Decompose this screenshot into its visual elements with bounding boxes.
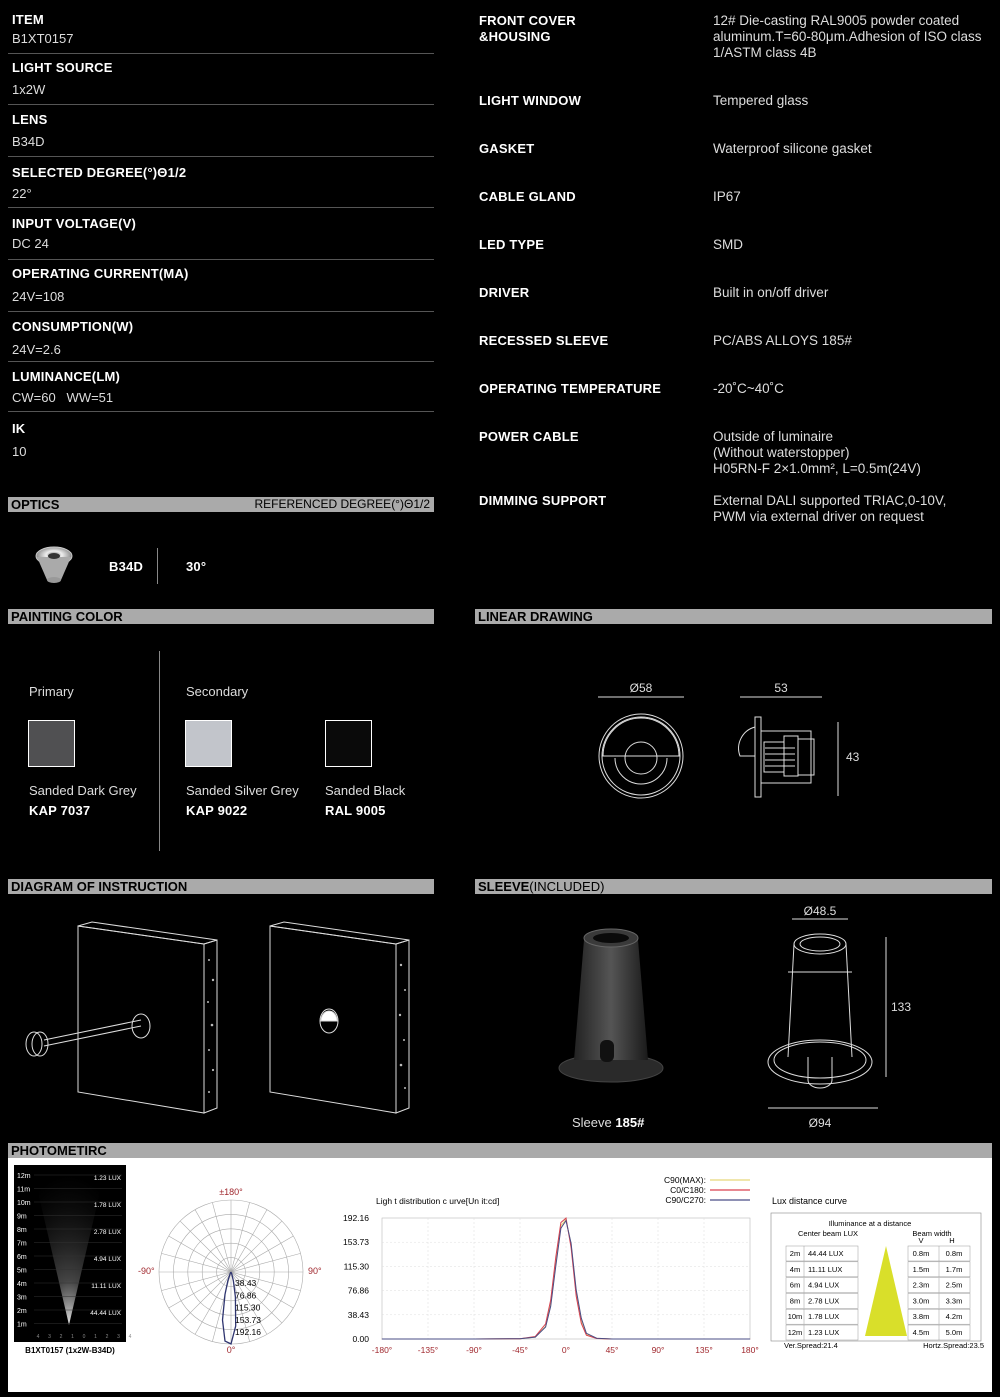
chart-series-point <box>566 1220 567 1221</box>
chart-series-point <box>545 1324 546 1325</box>
painting-color-title: PAINTING COLOR <box>11 609 123 624</box>
spec-value: -20˚C~40˚C <box>713 381 784 396</box>
distance-x-tick: 1 <box>94 1334 97 1340</box>
chart-x-tick: -45° <box>512 1345 528 1355</box>
sleeve-drawing <box>760 902 920 1132</box>
distance-lux-label: 1.23 LUX <box>93 1175 121 1182</box>
lux-row-h: 4.2m <box>945 1312 963 1322</box>
spec-value: Outside of luminaire (Without waterstopper) H05RN-F 2×1.0mm², L=0.5m(24V) <box>713 429 921 476</box>
chart-series-point <box>750 1339 751 1340</box>
chart-legend-label: C0/C180: <box>670 1185 706 1195</box>
lux-subtitle: Illuminance at a distance <box>828 1219 912 1228</box>
spec-label: OPERATING CURRENT(MA) <box>12 266 189 281</box>
chart-series-point <box>658 1339 659 1340</box>
chart-series-point <box>545 1327 546 1328</box>
lux-table-title: Lux distance curve <box>772 1196 848 1206</box>
spec-value: SMD <box>713 237 743 252</box>
photometric-header <box>8 1143 992 1158</box>
painting-color-header <box>8 609 434 624</box>
painting-divider <box>159 651 160 851</box>
color-name: Sanded Black <box>325 783 406 798</box>
chart-x-tick: 90° <box>651 1345 665 1355</box>
chart-series-point <box>555 1266 556 1267</box>
distance-lux-label: 1.78 LUX <box>93 1202 121 1209</box>
distance-beam-graphic <box>14 1165 132 1359</box>
lux-col-beam: Beam width <box>912 1229 952 1238</box>
polar-ring-label: 76.86 <box>235 1290 257 1301</box>
chart-series-point <box>704 1339 705 1340</box>
optics-referenced-degree-label: REFERENCED DEGREE(°)Θ1/2 <box>254 497 430 511</box>
spec-value: Waterproof silicone gasket <box>713 141 872 156</box>
color-code: RAL 9005 <box>325 803 386 818</box>
spec-label: LED TYPE <box>479 237 545 252</box>
lux-row-h: 3.3m <box>945 1296 963 1306</box>
ver-spread: Ver.Spread:21.4 <box>784 1341 838 1350</box>
chart-series-point <box>382 1339 383 1340</box>
chart-x-tick: 180° <box>741 1345 759 1355</box>
lux-row-v: 2.3m <box>912 1280 930 1290</box>
chart-y-tick: 192.16 <box>343 1213 369 1223</box>
chart-y-tick: 115.30 <box>343 1261 369 1272</box>
polar-ring-label: 192.16 <box>235 1327 261 1338</box>
spec-value: 1x2W <box>12 82 46 97</box>
instruction-diagram <box>14 920 424 1120</box>
spec-value: B1XT0157 <box>12 31 74 46</box>
spec-value: 24V=108 <box>12 289 65 304</box>
distance-meter-label: 2m <box>17 1308 27 1315</box>
polar-ring-label: 38.43 <box>235 1278 257 1288</box>
distance-x-tick: 1 <box>71 1334 74 1340</box>
chart-x-tick: 0° <box>561 1345 571 1355</box>
lux-row-distance: 4m <box>789 1264 801 1274</box>
lux-row-h: 2.5m <box>945 1280 963 1290</box>
distance-meter-label: 6m <box>17 1254 27 1261</box>
spec-label: DRIVER <box>479 285 530 300</box>
distance-x-tick: 3 <box>117 1334 120 1340</box>
spec-value: Tempered glass <box>713 93 809 108</box>
hor-spread: Hortz.Spread:23.5 <box>923 1341 984 1350</box>
distance-lux-label: 11.11 LUX <box>91 1283 121 1290</box>
lux-col-center: Center beam LUX <box>797 1229 859 1238</box>
chart-x-tick: 135° <box>695 1345 713 1355</box>
polar-label-right: 90° <box>308 1266 322 1276</box>
distance-meter-label: 8m <box>17 1227 27 1234</box>
chart-series-point <box>520 1338 521 1339</box>
linear-drawing-title: LINEAR DRAWING <box>478 609 593 624</box>
light-distribution-chart <box>340 1166 760 1358</box>
lux-row-h: 0.8m <box>945 1249 963 1258</box>
chart-series-point <box>550 1300 551 1301</box>
polar-ring-label: 115.30 <box>235 1302 261 1313</box>
distance-meter-label: 10m <box>17 1200 31 1207</box>
spec-label: LIGHT SOURCE <box>12 60 113 75</box>
spec-label: DIMMING SUPPORT <box>479 493 607 508</box>
spec-label: SELECTED DEGREE(°)Θ1/2 <box>12 165 187 180</box>
polar-label-left: -90° <box>138 1266 155 1276</box>
distance-x-tick: 2 <box>59 1334 63 1340</box>
lux-row-value: 1.23 LUX <box>808 1328 840 1337</box>
lux-distance-table <box>770 1212 992 1360</box>
chart-legend-label: C90(MAX): <box>663 1175 706 1185</box>
secondary-label: Secondary <box>186 684 249 699</box>
spec-label: FRONT COVER &HOUSING <box>479 13 576 44</box>
lens-icon <box>34 544 74 586</box>
distance-meter-label: 5m <box>17 1267 27 1275</box>
lux-row-value: 4.94 LUX <box>808 1280 840 1290</box>
chart-series-point <box>550 1306 551 1307</box>
distance-x-tick: 4 <box>128 1334 132 1340</box>
spec-value: 24V=2.6 <box>12 342 61 357</box>
polar-label-bottom: 0° <box>226 1345 236 1355</box>
chart-y-tick: 0.00 <box>352 1334 369 1344</box>
sleeve-caption-prefix: Sleeve <box>572 1115 616 1130</box>
sleeve-caption-model: 185# <box>615 1115 645 1130</box>
spec-label: ITEM <box>12 12 44 27</box>
lux-row-distance: 6m <box>789 1280 801 1290</box>
lux-row-distance: 2m <box>789 1249 801 1258</box>
spec-value: 22° <box>12 186 32 201</box>
chart-series-point <box>586 1335 587 1336</box>
color-swatch-dark-grey <box>28 720 75 767</box>
spec-divider <box>8 361 434 362</box>
optics-header <box>8 497 434 512</box>
distance-lux-label: 44.44 LUX <box>90 1310 121 1317</box>
distance-meter-label: 9m <box>17 1213 27 1221</box>
lux-row-distance: 10m <box>787 1312 803 1322</box>
chart-series-point <box>576 1290 577 1291</box>
lux-beam-triangle <box>865 1246 907 1336</box>
spec-value: B34D <box>12 134 45 149</box>
sleeve-header <box>475 879 992 894</box>
chart-series-point <box>566 1218 567 1219</box>
spec-divider <box>8 104 434 105</box>
lux-row-v: 3.0m <box>912 1296 930 1306</box>
chart-y-tick: 38.43 <box>347 1309 369 1320</box>
spec-label: IK <box>12 421 26 436</box>
chart-series-point <box>555 1257 556 1258</box>
chart-x-tick: 45° <box>605 1345 619 1355</box>
color-name: Sanded Silver Grey <box>186 783 299 798</box>
spec-divider <box>8 259 434 260</box>
sleeve-title-suffix: (INCLUDED) <box>529 879 605 894</box>
dim-height: 43 <box>846 750 860 764</box>
color-swatch-silver-grey <box>185 720 232 767</box>
spec-value: IP67 <box>713 189 741 204</box>
spec-label: LUMINANCE(LM) <box>12 369 121 384</box>
color-code: KAP 9022 <box>186 803 248 818</box>
distance-lux-label: 2.78 LUX <box>93 1229 121 1236</box>
distance-x-tick: 4 <box>36 1334 40 1340</box>
chart-series-point <box>561 1228 562 1229</box>
chart-title: Ligh t distribution c urve[Un it:cd] <box>376 1196 500 1206</box>
chart-series-point <box>581 1323 582 1324</box>
chart-legend-label: C90/C270: <box>665 1195 706 1205</box>
spec-label: CONSUMPTION(W) <box>12 319 134 334</box>
linear-drawing <box>590 676 870 806</box>
chart-series-point <box>576 1296 577 1297</box>
distance-x-tick: 3 <box>48 1334 51 1340</box>
distance-meter-label: 1m <box>17 1321 27 1329</box>
spec-label: RECESSED SLEEVE <box>479 333 609 348</box>
spec-value: CW=60 WW=51 <box>12 390 114 405</box>
spec-value: PC/ABS ALLOYS 185# <box>713 333 852 348</box>
photometric-title: PHOTOMETIRC <box>11 1143 107 1158</box>
spec-value: Built in on/off driver <box>713 285 829 300</box>
distance-x-tick: 2 <box>105 1334 109 1340</box>
chart-series-point <box>581 1318 582 1319</box>
spec-value: 12# Die-casting RAL9005 powder coated aluminum.T=60-80μm.Adhesion of ISO class 1/ASTM class 4B <box>713 13 986 60</box>
spec-divider <box>8 156 434 157</box>
spec-divider <box>8 207 434 208</box>
lux-col-h: H <box>949 1236 955 1245</box>
lux-row-v: 3.8m <box>912 1312 930 1322</box>
optics-lens-name: B34D <box>109 559 144 574</box>
spec-value: DC 24 <box>12 236 49 251</box>
chart-series-point <box>474 1339 475 1340</box>
color-swatch-black <box>325 720 372 767</box>
chart-x-tick: -180° <box>371 1345 393 1355</box>
spec-divider <box>8 53 434 54</box>
sleeve-caption <box>572 1115 644 1130</box>
optics-title: OPTICS <box>11 497 60 512</box>
chart-series-point <box>586 1333 587 1334</box>
instruction-title: DIAGRAM OF INSTRUCTION <box>11 879 188 894</box>
lux-row-v: 0.8m <box>912 1249 930 1258</box>
spec-value: 10 <box>12 444 27 459</box>
spec-divider <box>8 411 434 412</box>
color-name: Sanded Dark Grey <box>29 783 137 798</box>
lux-row-value: 11.11 LUX <box>808 1264 843 1274</box>
chart-series-point <box>535 1337 536 1338</box>
distance-lux-label: 4.94 LUX <box>93 1256 121 1263</box>
spec-divider <box>8 311 434 312</box>
distance-box-caption: B1XT0157 (1x2W-B34D) <box>25 1346 115 1355</box>
spec-label: OPERATING TEMPERATURE <box>479 381 662 396</box>
primary-label: Primary <box>29 684 74 699</box>
distance-meter-label: 11m <box>17 1186 31 1194</box>
chart-series-point <box>561 1222 562 1223</box>
polar-label-top: ±180° <box>219 1187 243 1197</box>
optics-divider <box>157 548 158 584</box>
spec-label: CABLE GLAND <box>479 189 576 204</box>
lux-row-value: 44.44 LUX <box>808 1249 844 1258</box>
chart-x-tick: -90° <box>466 1345 482 1355</box>
instruction-header <box>8 879 434 894</box>
sleeve-photo <box>556 920 666 1090</box>
lux-row-distance: 8m <box>789 1296 801 1306</box>
lux-row-value: 1.78 LUX <box>808 1312 840 1322</box>
distance-x-tick: 0 <box>82 1334 86 1340</box>
lux-row-distance: 12m <box>787 1328 803 1337</box>
chart-series-point <box>571 1243 572 1244</box>
lux-row-h: 5.0m <box>945 1328 963 1337</box>
chart-series-point <box>596 1338 597 1339</box>
chart-series-point <box>612 1339 613 1340</box>
spec-label: GASKET <box>479 141 535 156</box>
distance-meter-label: 4m <box>17 1281 27 1288</box>
sleeve-dim-bottom: Ø94 <box>808 1116 832 1130</box>
lux-row-v: 4.5m <box>912 1328 930 1337</box>
lux-row-value: 2.78 LUX <box>808 1296 840 1306</box>
lux-col-v: V <box>918 1236 924 1245</box>
spec-label: INPUT VOLTAGE(V) <box>12 216 137 231</box>
optics-degree-value: 30° <box>186 559 207 574</box>
chart-y-tick: 153.73 <box>343 1237 369 1248</box>
polar-diagram <box>130 1175 340 1365</box>
spec-label: POWER CABLE <box>479 429 579 444</box>
distance-meter-label: 12m <box>17 1173 31 1180</box>
distance-meter-label: 3m <box>17 1294 27 1302</box>
distance-meter-label: 7m <box>17 1240 27 1248</box>
chart-series-point <box>428 1339 429 1340</box>
color-code: KAP 7037 <box>29 803 91 818</box>
lux-row-h: 1.7m <box>945 1264 963 1274</box>
sleeve-dim-height: 133 <box>891 1000 912 1014</box>
chart-y-tick: 76.86 <box>347 1285 369 1296</box>
linear-drawing-header <box>475 609 992 624</box>
spec-label: LENS <box>12 112 48 127</box>
dim-depth: 53 <box>774 681 788 695</box>
distance-illuminance-box <box>14 1165 132 1359</box>
spec-value: External DALI supported TRIAC,0-10V, PWM via external driver on request <box>713 493 947 524</box>
sleeve-dim-top: Ø48.5 <box>803 904 837 918</box>
polar-ring-label: 153.73 <box>235 1314 261 1325</box>
dim-diameter: Ø58 <box>629 681 653 695</box>
spec-label: LIGHT WINDOW <box>479 93 582 108</box>
chart-x-tick: -135° <box>417 1345 439 1355</box>
lux-row-v: 1.5m <box>912 1264 930 1274</box>
sleeve-title: SLEEVE <box>478 879 530 894</box>
